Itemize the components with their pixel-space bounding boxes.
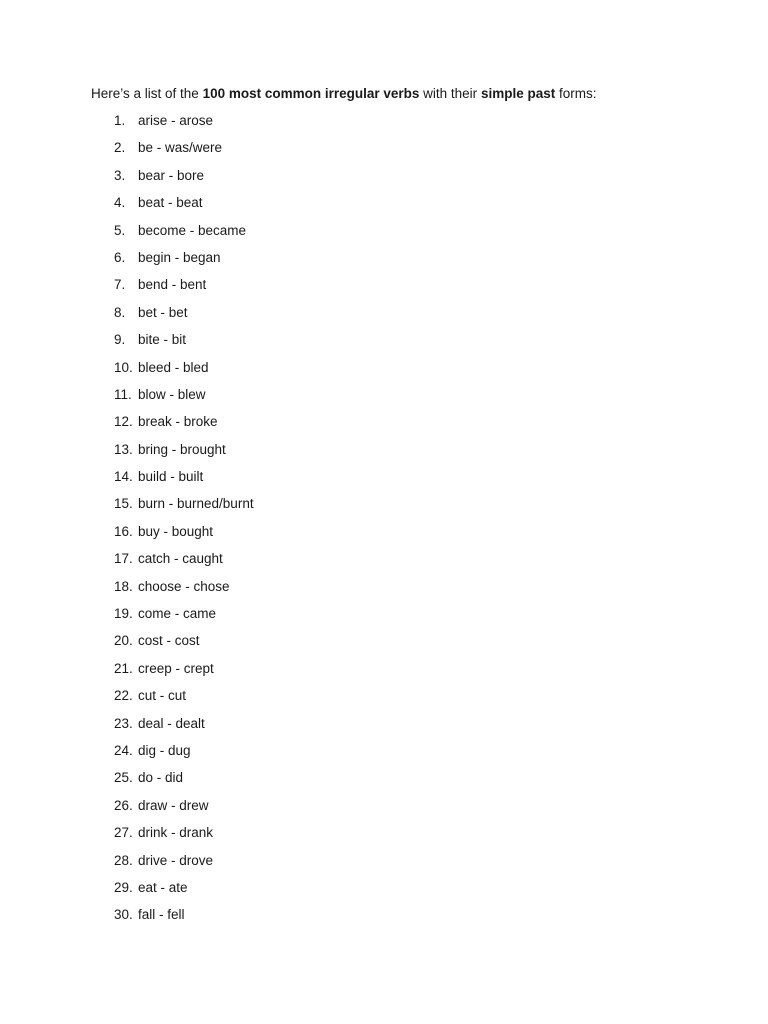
list-item-text: drive - drove xyxy=(138,852,214,868)
list-item-number: 2. xyxy=(114,140,126,156)
list-item-text: build - built xyxy=(138,469,204,485)
list-item-number: 13. xyxy=(114,441,133,457)
list-item-number: 20. xyxy=(114,633,133,649)
list-item-text: cut - cut xyxy=(138,688,187,704)
list-item-number: 16. xyxy=(114,523,133,539)
intro-bold-phrase-1: 100 most common irregular verbs xyxy=(202,86,420,101)
list-item-number: 11. xyxy=(114,386,132,402)
list-item-text: fall - fell xyxy=(138,907,185,923)
list-item-number: 30. xyxy=(114,907,133,923)
list-item-text: bleed - bled xyxy=(138,359,209,375)
list-item-number: 23. xyxy=(114,715,133,731)
list-item-number: 1. xyxy=(114,113,126,128)
list-item-text: creep - crept xyxy=(138,660,214,676)
list-item-number: 28. xyxy=(114,852,133,868)
list-item-number: 4. xyxy=(114,195,126,211)
intro-text-2: with their xyxy=(419,86,481,101)
list-item-number: 7. xyxy=(114,277,126,293)
list-item-number: 15. xyxy=(114,496,133,512)
list-item-number: 9. xyxy=(114,332,126,348)
list-item-number: 5. xyxy=(114,222,126,238)
list-item-text: bite - bit xyxy=(138,332,187,348)
list-item-text: burn - burned/burnt xyxy=(138,496,254,512)
list-item-text: blow - blew xyxy=(138,386,206,402)
list-item-number: 27. xyxy=(114,825,133,841)
list-item-number: 10. xyxy=(114,359,133,375)
intro-bold-phrase-2: simple past xyxy=(480,86,556,101)
list-item-text: drink - drank xyxy=(138,825,214,841)
intro-text-3: forms: xyxy=(555,86,597,101)
list-item-text: cost - cost xyxy=(138,633,200,649)
list-item-number: 19. xyxy=(114,606,133,622)
list-item-text: catch - caught xyxy=(138,551,223,567)
list-item-number: 6. xyxy=(114,249,126,265)
list-item-number: 3. xyxy=(114,167,126,183)
list-item-text: break - broke xyxy=(138,414,218,430)
list-item-number: 24. xyxy=(114,742,133,758)
list-item-text: eat - ate xyxy=(138,879,188,895)
list-item-number: 22. xyxy=(114,688,133,704)
list-item-number: 18. xyxy=(114,578,133,594)
list-item-text: deal - dealt xyxy=(138,715,205,731)
intro-text-1: Here’s a list of the xyxy=(91,86,203,101)
list-item-text: draw - drew xyxy=(138,797,209,813)
list-item-number: 26. xyxy=(114,797,133,813)
list-item-number: 17. xyxy=(114,551,133,567)
list-item-number: 29. xyxy=(114,879,133,895)
list-item-text: choose - chose xyxy=(138,578,230,594)
list-item-text: be - was/were xyxy=(138,140,223,156)
list-item-text: become - became xyxy=(138,222,247,238)
list-item-text: come - came xyxy=(138,606,217,622)
list-item-text: bet - bet xyxy=(138,304,188,320)
list-item-text: bring - brought xyxy=(138,441,226,457)
list-item-text: do - did xyxy=(138,770,184,786)
list-item-number: 8. xyxy=(114,304,126,320)
list-item-number: 21. xyxy=(114,660,133,676)
list-item-text: buy - bought xyxy=(138,523,214,539)
list-item-number: 12. xyxy=(114,414,133,430)
list-item-text: begin - began xyxy=(138,249,221,265)
list-item-text: dig - dug xyxy=(138,742,191,758)
list-item-number: 25. xyxy=(114,770,133,786)
list-item-text: beat - beat xyxy=(138,195,203,211)
list-item-text: bend - bent xyxy=(138,277,207,293)
list-item-text: bear - bore xyxy=(138,167,205,183)
intro-paragraph xyxy=(91,85,596,103)
list-item-text: arise - arose xyxy=(138,113,214,128)
list-item-number: 14. xyxy=(114,469,133,485)
